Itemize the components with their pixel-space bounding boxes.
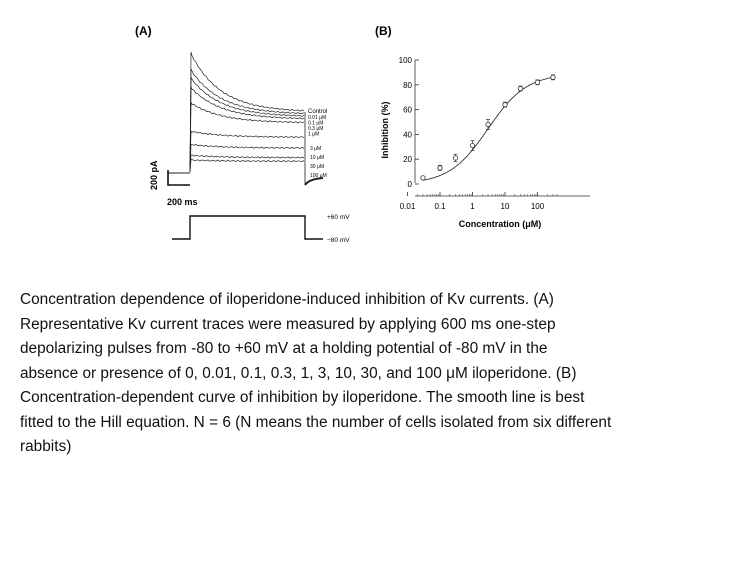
voltage-protocol xyxy=(172,214,350,244)
x-tick-label: 0.01 xyxy=(399,202,416,211)
caption-line: rabbits) xyxy=(20,438,72,455)
data-points xyxy=(421,75,555,180)
caption-line: absence or presence of 0, 0.01, 0.1, 0.3, 1, 3, 10, 30, and 100 μM iloperidone. (B) xyxy=(20,364,577,382)
point-marker xyxy=(518,86,522,90)
panel-b xyxy=(375,24,590,229)
data-point xyxy=(535,80,539,85)
point-marker xyxy=(438,166,442,170)
caption-line: depolarizing pulses from -80 to +60 mV at a holding potential of -80 mV in the xyxy=(20,340,548,357)
y-axis-label: Inhibition (%) xyxy=(380,101,390,159)
trace-label: 1 μM xyxy=(308,131,320,138)
point-marker xyxy=(535,80,539,84)
y-tick-label: 40 xyxy=(403,130,412,140)
current-trace xyxy=(190,155,304,172)
scale-bar-lines xyxy=(168,170,190,185)
trace-label: 0.01 μM xyxy=(308,115,327,121)
current-trace xyxy=(190,52,304,172)
trace-labels xyxy=(308,109,327,179)
data-point xyxy=(453,154,457,161)
x-tick-label: 0.1 xyxy=(434,202,446,211)
scale-time-label: 200 ms xyxy=(167,197,198,207)
data-point xyxy=(438,165,442,170)
protocol-high-label: +60 mV xyxy=(327,214,350,221)
current-trace xyxy=(190,69,304,172)
x-axis-label: Concentration (μM) xyxy=(458,219,542,229)
caption-line: Concentration dependence of iloperidone-induced inhibition of Kv currents. (A) xyxy=(20,291,554,308)
trace-label: 30 μM xyxy=(310,164,324,170)
x-ticks xyxy=(400,192,557,211)
tail-current xyxy=(305,178,323,185)
point-marker xyxy=(551,75,555,79)
data-point xyxy=(421,176,425,180)
figure-caption xyxy=(20,288,755,460)
panel-a-label: (A) xyxy=(135,24,152,38)
x-tick-label: 1 xyxy=(470,202,475,211)
y-tick-label: 0 xyxy=(407,180,412,189)
trace-label: Control xyxy=(308,109,328,115)
panel-a xyxy=(135,24,350,244)
caption-line: fitted to the Hill equation. N = 6 (N means the number of cells isolated from six different xyxy=(20,413,612,431)
protocol-low-label: −80 mV xyxy=(327,237,350,244)
trace-label: 0.3 μM xyxy=(308,126,324,132)
trace-label: 3 μM xyxy=(310,146,322,152)
trace-label: 100 μM xyxy=(310,173,327,179)
caption-line: Representative Kv current traces were measured by applying 600 ms one-step xyxy=(20,315,556,333)
current-trace xyxy=(190,159,304,172)
point-marker xyxy=(421,176,425,180)
y-tick-label: 60 xyxy=(403,105,412,115)
trace-label: 0.1 μM xyxy=(308,120,324,127)
caption-line: Concentration-dependent curve of inhibition by iloperidone. The smooth line is best xyxy=(20,389,585,406)
x-tick-label: 10 xyxy=(500,202,510,211)
point-marker xyxy=(470,143,474,147)
trace-label: 10 μM xyxy=(310,155,324,161)
protocol-line xyxy=(172,216,323,239)
current-trace xyxy=(190,87,304,172)
data-point xyxy=(486,120,490,130)
y-ticks xyxy=(399,56,419,189)
point-marker xyxy=(503,102,507,106)
scale-current-label: 200 pA xyxy=(149,160,159,190)
y-tick-label: 20 xyxy=(403,155,412,165)
data-point xyxy=(551,75,555,80)
x-tick-label: 100 xyxy=(530,202,545,211)
current-traces xyxy=(168,52,323,185)
data-point xyxy=(503,102,507,107)
current-trace xyxy=(190,144,304,172)
y-tick-label: 80 xyxy=(403,80,412,90)
point-marker xyxy=(486,122,490,126)
data-point xyxy=(518,86,522,91)
panel-b-label: (B) xyxy=(375,24,392,38)
data-point xyxy=(470,141,474,151)
y-tick-label: 100 xyxy=(398,56,412,65)
point-marker xyxy=(453,156,457,160)
current-trace xyxy=(190,131,304,172)
